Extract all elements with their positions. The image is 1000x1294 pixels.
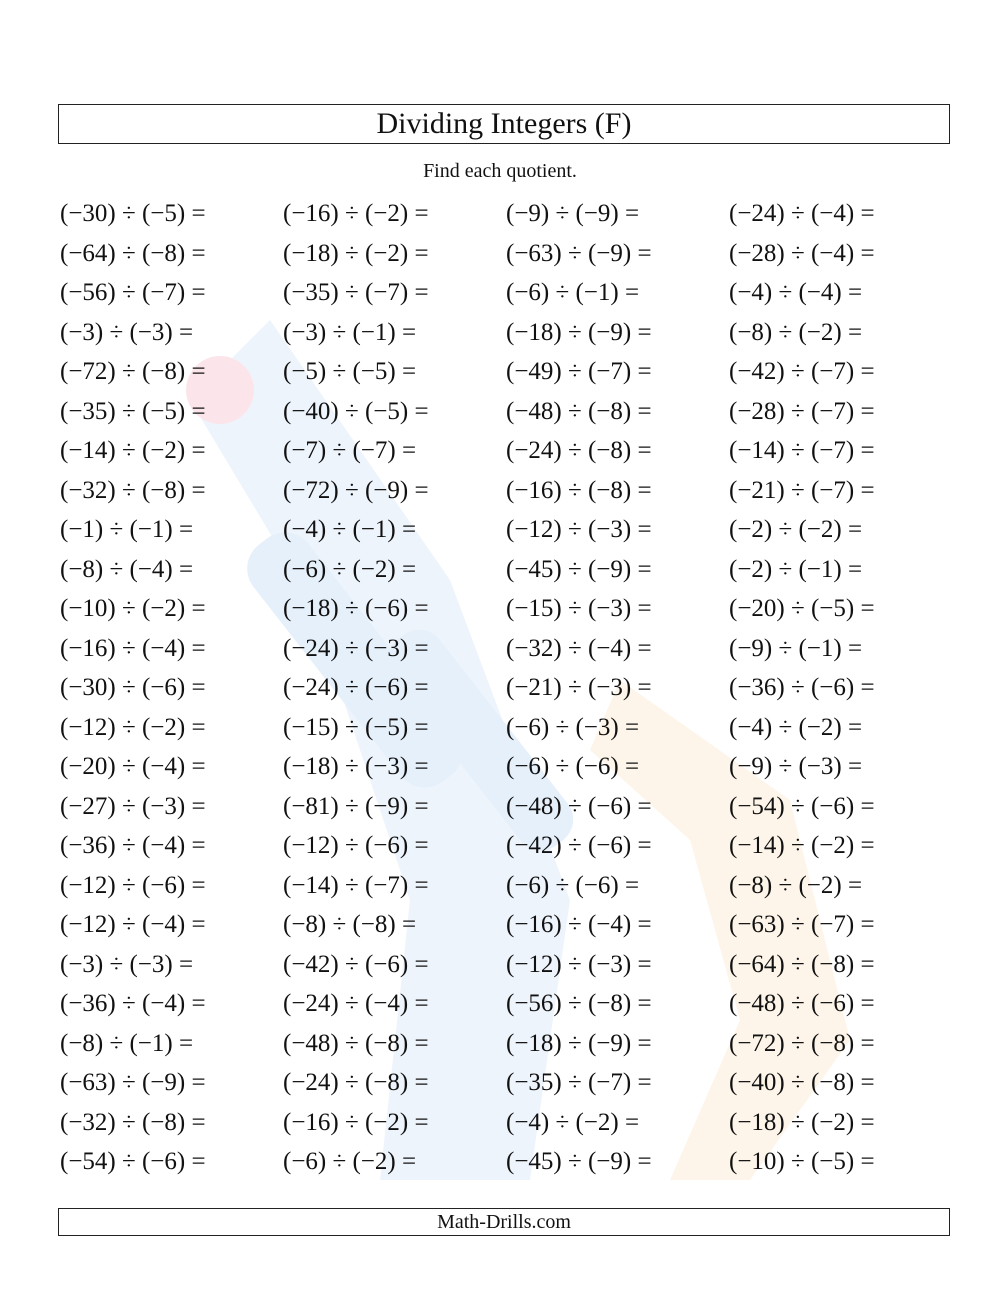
- problem-item: (−3) ÷ (−1) =: [283, 318, 417, 346]
- problem-item: (−18) ÷ (−3) =: [283, 753, 429, 780]
- problem-item: (−8) ÷ (−2) =: [729, 318, 863, 346]
- problem-item: (−18) ÷ (−2) =: [729, 1108, 875, 1136]
- problem-item: (−48) ÷ (−6) =: [729, 990, 875, 1017]
- problem-item: (−42) ÷ (−7) =: [729, 358, 875, 385]
- problem-item: (−40) ÷ (−8) =: [729, 1069, 875, 1096]
- problem-item: (−28) ÷ (−7) =: [729, 397, 875, 425]
- problem-item: (−35) ÷ (−7) =: [506, 1069, 652, 1096]
- problem-item: (−63) ÷ (−9) =: [60, 1069, 206, 1096]
- problem-item: (−6) ÷ (−6) =: [506, 753, 640, 780]
- problem-item: (−42) ÷ (−6) =: [283, 950, 429, 978]
- problem-item: (−6) ÷ (−1) =: [506, 279, 640, 306]
- problem-item: (−12) ÷ (−4) =: [60, 911, 206, 938]
- problem-item: (−48) ÷ (−8) =: [283, 1029, 429, 1057]
- problem-item: (−8) ÷ (−2) =: [729, 871, 863, 899]
- problem-item: (−9) ÷ (−3) =: [729, 753, 863, 780]
- problem-item: (−45) ÷ (−9) =: [506, 555, 652, 583]
- problem-item: (−3) ÷ (−3) =: [60, 950, 194, 978]
- worksheet-instructions: Find each quotient.: [423, 160, 577, 182]
- problem-item: (−16) ÷ (−4) =: [60, 634, 206, 662]
- worksheet-title: Dividing Integers (F): [58, 104, 950, 144]
- problem-item: (−30) ÷ (−6) =: [60, 674, 206, 701]
- problem-item: (−30) ÷ (−5) =: [60, 200, 206, 227]
- problem-item: (−21) ÷ (−7) =: [729, 476, 875, 504]
- problem-item: (−8) ÷ (−1) =: [60, 1029, 194, 1057]
- problem-item: (−9) ÷ (−1) =: [729, 634, 863, 662]
- problem-item: (−63) ÷ (−9) =: [506, 239, 652, 267]
- problem-item: (−10) ÷ (−5) =: [729, 1148, 875, 1175]
- problem-item: (−7) ÷ (−7) =: [283, 437, 417, 464]
- problem-item: (−20) ÷ (−4) =: [60, 753, 206, 780]
- problem-item: (−36) ÷ (−4) =: [60, 990, 206, 1017]
- problem-item: (−2) ÷ (−2) =: [729, 516, 863, 543]
- problem-item: (−8) ÷ (−8) =: [283, 911, 417, 938]
- problem-item: (−14) ÷ (−7) =: [729, 437, 875, 464]
- problem-item: (−32) ÷ (−8) =: [60, 476, 206, 504]
- problem-item: (−1) ÷ (−1) =: [60, 516, 194, 543]
- worksheet-footer: Math-Drills.com: [58, 1208, 950, 1236]
- problem-item: (−49) ÷ (−7) =: [506, 358, 652, 385]
- problem-item: (−6) ÷ (−2) =: [283, 555, 417, 583]
- problem-item: (−16) ÷ (−2) =: [283, 1108, 429, 1136]
- problem-item: (−24) ÷ (−4) =: [283, 990, 429, 1017]
- problem-item: (−4) ÷ (−1) =: [283, 516, 417, 543]
- problem-item: (−12) ÷ (−6) =: [283, 832, 429, 859]
- problem-item: (−6) ÷ (−3) =: [506, 713, 640, 741]
- problem-item: (−54) ÷ (−6) =: [60, 1148, 206, 1175]
- problem-item: (−6) ÷ (−6) =: [506, 871, 640, 899]
- problem-item: (−18) ÷ (−6) =: [283, 595, 429, 622]
- problem-item: (−36) ÷ (−4) =: [60, 832, 206, 859]
- problem-item: (−12) ÷ (−3) =: [506, 516, 652, 543]
- problem-item: (−4) ÷ (−2) =: [729, 713, 863, 741]
- problem-item: (−14) ÷ (−2) =: [60, 437, 206, 464]
- problem-item: (−8) ÷ (−4) =: [60, 555, 194, 583]
- problem-item: (−35) ÷ (−7) =: [283, 279, 429, 306]
- problem-item: (−24) ÷ (−8) =: [506, 437, 652, 464]
- problem-item: (−27) ÷ (−3) =: [60, 792, 206, 820]
- problem-item: (−45) ÷ (−9) =: [506, 1148, 652, 1175]
- problem-item: (−40) ÷ (−5) =: [283, 397, 429, 425]
- problem-item: (−32) ÷ (−4) =: [506, 634, 652, 662]
- problem-item: (−16) ÷ (−4) =: [506, 911, 652, 938]
- problem-item: (−3) ÷ (−3) =: [60, 318, 194, 346]
- problem-item: (−18) ÷ (−9) =: [506, 318, 652, 346]
- problem-item: (−72) ÷ (−9) =: [283, 476, 429, 504]
- problem-item: (−12) ÷ (−2) =: [60, 713, 206, 741]
- problem-item: (−28) ÷ (−4) =: [729, 239, 875, 267]
- problem-item: (−81) ÷ (−9) =: [283, 792, 429, 820]
- problem-item: (−14) ÷ (−2) =: [729, 832, 875, 859]
- problem-item: (−4) ÷ (−4) =: [729, 279, 863, 306]
- problem-item: (−42) ÷ (−6) =: [506, 832, 652, 859]
- problem-item: (−32) ÷ (−8) =: [60, 1108, 206, 1136]
- problem-item: (−2) ÷ (−1) =: [729, 555, 863, 583]
- problem-item: (−14) ÷ (−7) =: [283, 871, 429, 899]
- problem-item: (−21) ÷ (−3) =: [506, 674, 652, 701]
- problem-item: (−72) ÷ (−8) =: [729, 1029, 875, 1057]
- problem-item: (−5) ÷ (−5) =: [283, 358, 417, 385]
- problem-item: (−18) ÷ (−9) =: [506, 1029, 652, 1057]
- problem-item: (−24) ÷ (−3) =: [283, 634, 429, 662]
- problem-item: (−48) ÷ (−8) =: [506, 397, 652, 425]
- problem-item: (−54) ÷ (−6) =: [729, 792, 875, 820]
- problem-item: (−15) ÷ (−5) =: [283, 713, 429, 741]
- problem-item: (−12) ÷ (−6) =: [60, 871, 206, 899]
- problem-item: (−35) ÷ (−5) =: [60, 397, 206, 425]
- problem-item: (−4) ÷ (−2) =: [506, 1108, 640, 1136]
- problem-item: (−6) ÷ (−2) =: [283, 1148, 417, 1175]
- problem-item: (−72) ÷ (−8) =: [60, 358, 206, 385]
- problem-item: (−63) ÷ (−7) =: [729, 911, 875, 938]
- problem-item: (−16) ÷ (−8) =: [506, 476, 652, 504]
- problem-item: (−12) ÷ (−3) =: [506, 950, 652, 978]
- problem-item: (−24) ÷ (−4) =: [729, 200, 875, 227]
- problem-item: (−48) ÷ (−6) =: [506, 792, 652, 820]
- problem-item: (−9) ÷ (−9) =: [506, 200, 640, 227]
- problem-item: (−24) ÷ (−6) =: [283, 674, 429, 701]
- problem-item: (−56) ÷ (−7) =: [60, 279, 206, 306]
- problem-item: (−10) ÷ (−2) =: [60, 595, 206, 622]
- problem-item: (−24) ÷ (−8) =: [283, 1069, 429, 1096]
- problem-item: (−56) ÷ (−8) =: [506, 990, 652, 1017]
- problem-grid: [60, 196, 960, 1184]
- problem-item: (−18) ÷ (−2) =: [283, 239, 429, 267]
- problem-item: (−64) ÷ (−8) =: [729, 950, 875, 978]
- problem-item: (−64) ÷ (−8) =: [60, 239, 206, 267]
- problem-item: (−36) ÷ (−6) =: [729, 674, 875, 701]
- problem-item: (−16) ÷ (−2) =: [283, 200, 429, 227]
- problem-item: (−15) ÷ (−3) =: [506, 595, 652, 622]
- problem-item: (−20) ÷ (−5) =: [729, 595, 875, 622]
